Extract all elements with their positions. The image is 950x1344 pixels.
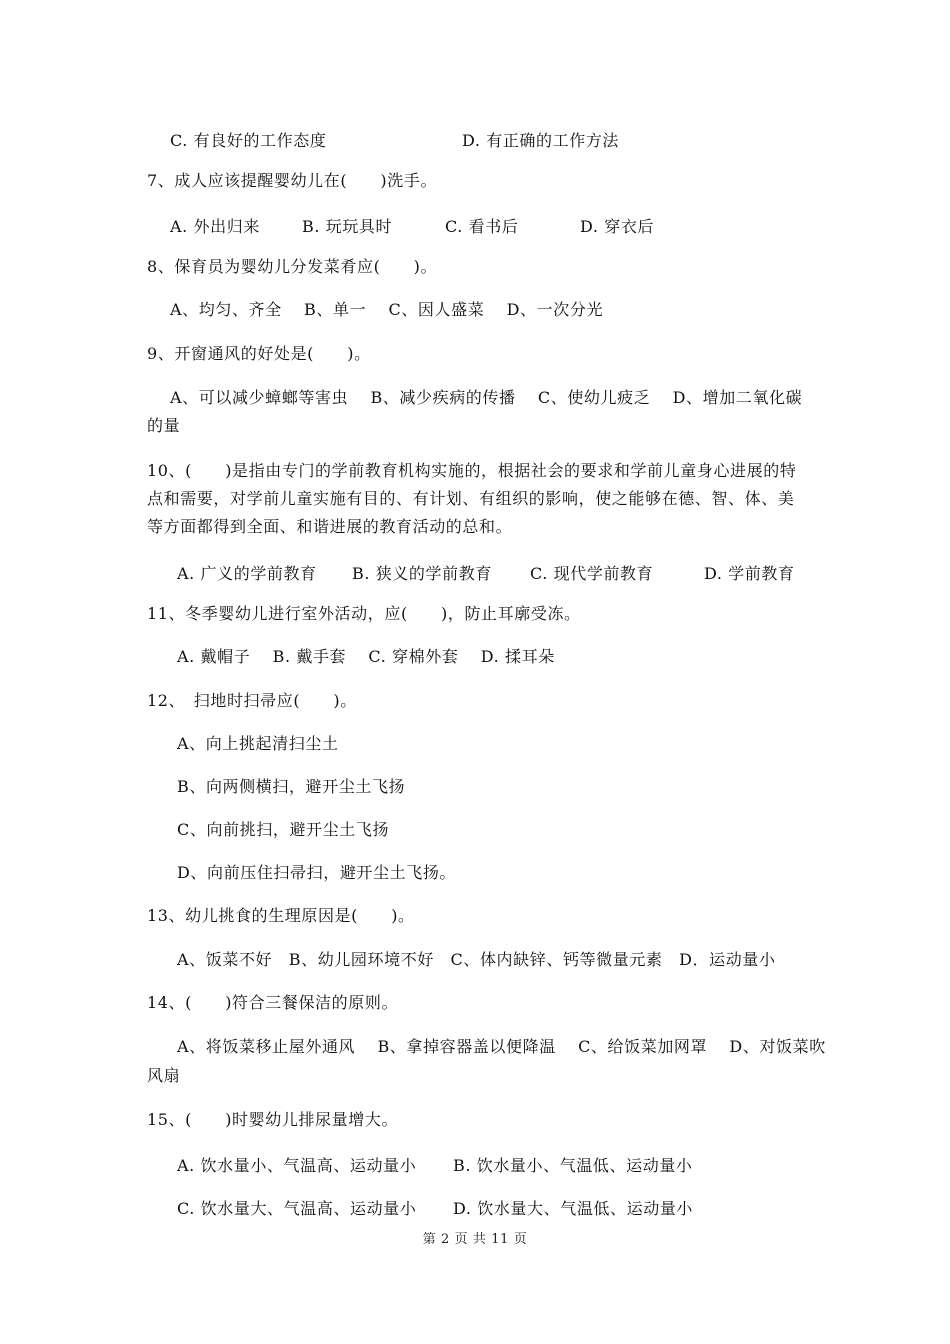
q13-stem: 13、幼儿挑食的生理原因是( )。 [147, 906, 415, 925]
q8-options: A、均匀、齐全 B、单一 C、因人盛菜 D、一次分光 [170, 300, 604, 319]
q12-stem: 12、 扫地时扫帚应( )。 [147, 691, 357, 710]
q15-option-c: C. 饮水量大、气温高、运动量小 [177, 1199, 417, 1218]
q10-stem-line3: 等方面都得到全面、和谐进展的教育活动的总和。 [147, 517, 513, 536]
q12-option-c: C、向前挑扫，避开尘土飞扬 [177, 820, 390, 839]
q7-stem: 7、成人应该提醒婴幼儿在( )洗手。 [147, 171, 438, 190]
q7-option-a: A. 外出归来 [170, 217, 260, 236]
q12-option-b: B、向两侧横扫，避开尘土飞扬 [177, 777, 406, 796]
q7-option-d: D. 穿衣后 [580, 217, 655, 236]
q14-options-line1: A、将饭菜移止屋外通风 B、拿掉容器盖以便降温 C、给饭菜加网罩 D、对饭菜吹 [177, 1037, 826, 1056]
q10-option-d: D. 学前教育 [704, 564, 795, 583]
q8-stem: 8、保育员为婴幼儿分发菜肴应( )。 [147, 257, 438, 276]
q14-stem: 14、( )符合三餐保洁的原则。 [147, 993, 399, 1012]
q15-option-b: B. 饮水量小、气温低、运动量小 [453, 1156, 693, 1175]
q12-option-a: A、向上挑起清扫尘土 [177, 734, 339, 753]
q10-option-b: B. 狭义的学前教育 [352, 564, 492, 583]
q11-stem: 11、冬季婴幼儿进行室外活动，应( )，防止耳廓受冻。 [147, 604, 581, 623]
q9-stem: 9、开窗通风的好处是( )。 [147, 344, 371, 363]
q15-option-a: A. 饮水量小、气温高、运动量小 [177, 1156, 417, 1175]
q15-stem: 15、( )时婴幼儿排尿量增大。 [147, 1110, 399, 1129]
q10-stem-line2: 点和需要，对学前儿童实施有目的、有计划、有组织的影响，使之能够在德、智、体、美 [147, 489, 795, 508]
q10-option-c: C. 现代学前教育 [530, 564, 654, 583]
page-number-footer: 第 2 页 共 11 页 [422, 1232, 528, 1247]
q7-option-b: B. 玩玩具时 [302, 217, 393, 236]
q15-option-d: D. 饮水量大、气温低、运动量小 [453, 1199, 694, 1218]
q9-options-line2: 的量 [147, 416, 181, 435]
q12-option-d: D、向前压住扫帚扫，避开尘土飞扬。 [177, 863, 457, 882]
q10-option-a: A. 广义的学前教育 [177, 564, 317, 583]
q9-options-line1: A、可以减少蟑螂等害虫 B、减少疾病的传播 C、使幼儿疲乏 D、增加二氧化碳 [170, 388, 803, 407]
q10-stem-line1: 10、( )是指由专门的学前教育机构实施的，根据社会的要求和学前儿童身心进展的特 [147, 461, 797, 480]
q7-option-c: C. 看书后 [445, 217, 519, 236]
q11-options: A. 戴帽子 B. 戴手套 C. 穿棉外套 D. 揉耳朵 [177, 647, 555, 666]
q14-options-line2: 风扇 [147, 1066, 181, 1085]
q6-option-c: C. 有良好的工作态度 [170, 131, 327, 150]
q6-option-d: D. 有正确的工作方法 [462, 131, 620, 150]
q13-options: A、饭菜不好 B、幼儿园环境不好 C、体内缺锌、钙等微量元素 D．运动量小 [177, 950, 776, 969]
